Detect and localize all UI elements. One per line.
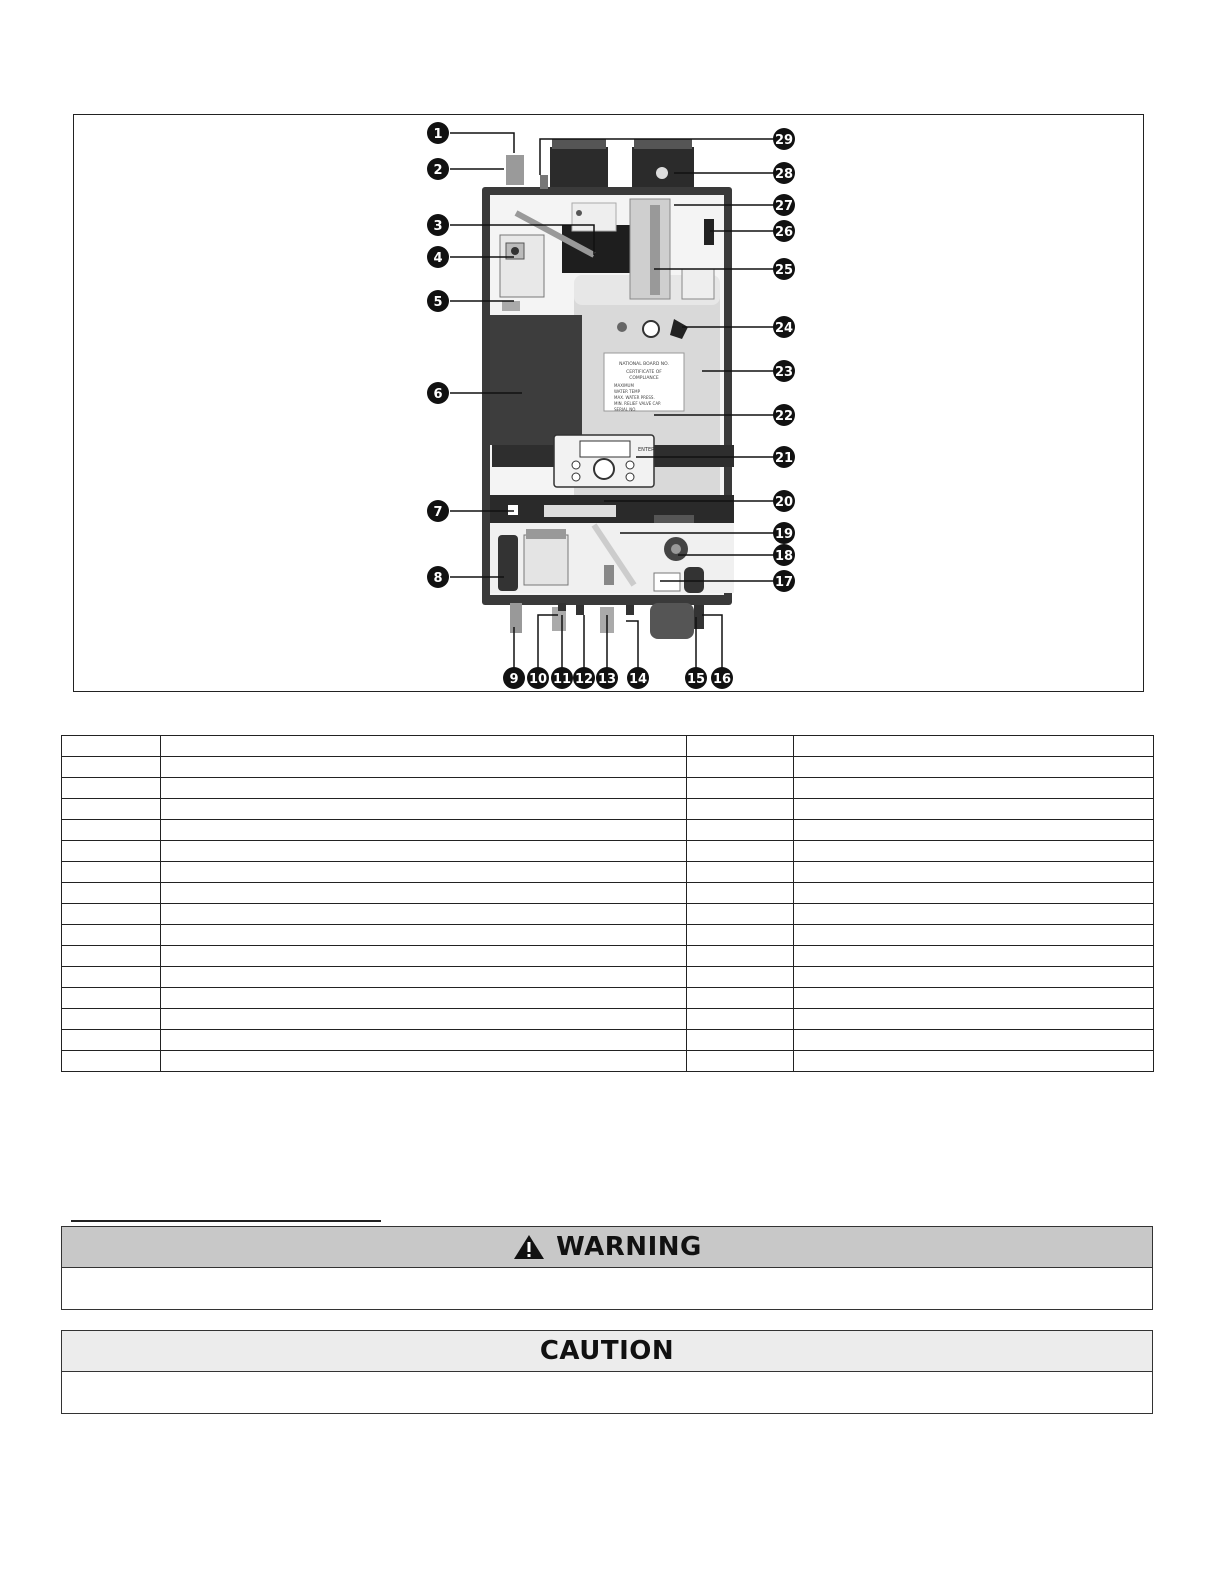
table-cell [161, 925, 687, 946]
table-cell [794, 904, 1154, 925]
callout-18 [773, 544, 795, 566]
table-cell [687, 904, 794, 925]
callout-14 [627, 667, 649, 689]
warning-body [62, 1268, 1152, 1309]
table-cell [161, 967, 687, 988]
table-cell [161, 862, 687, 883]
table-cell [62, 883, 161, 904]
svg-text:9: 9 [509, 672, 519, 687]
table-row [62, 967, 1154, 988]
callout-9 [503, 667, 525, 689]
display-controller [554, 435, 655, 487]
table-cell [62, 736, 161, 757]
component-diagram-frame [73, 114, 1144, 692]
svg-text:6: 6 [433, 387, 443, 402]
vent-collars [506, 139, 694, 189]
table-cell [161, 988, 687, 1009]
table-cell [794, 946, 1154, 967]
table-cell [62, 778, 161, 799]
callout-20 [773, 490, 795, 512]
table-row [62, 988, 1154, 1009]
table-cell [161, 1051, 687, 1072]
svg-text:25: 25 [774, 263, 794, 278]
table-cell [161, 841, 687, 862]
table-cell [161, 736, 687, 757]
plate-line-6: MAX. WATER PRESS. [614, 395, 655, 400]
table-cell [794, 862, 1154, 883]
callout-15 [685, 667, 707, 689]
table-cell [62, 820, 161, 841]
callout-5 [427, 290, 449, 312]
table-cell [794, 925, 1154, 946]
svg-text:17: 17 [774, 575, 794, 590]
plate-line-2: CERTIFICATE OF [626, 370, 662, 375]
svg-text:18: 18 [774, 549, 794, 564]
table-cell [687, 1009, 794, 1030]
table-row [62, 883, 1154, 904]
callout-10 [527, 667, 549, 689]
table-cell [687, 799, 794, 820]
table-cell [794, 988, 1154, 1009]
table-cell [687, 1030, 794, 1051]
table-cell [687, 757, 794, 778]
table-row [62, 1030, 1154, 1051]
plate-line-5: WATER TEMP [614, 389, 641, 394]
svg-text:15: 15 [686, 672, 706, 687]
callout-7 [427, 500, 449, 522]
svg-text:1: 1 [433, 127, 443, 142]
svg-text:23: 23 [774, 365, 794, 380]
table-cell [62, 1051, 161, 1072]
callout-26 [773, 220, 795, 242]
controller-enter-label: ENTER [638, 447, 655, 453]
table-row [62, 778, 1154, 799]
callout-23 [773, 360, 795, 382]
lower-section [490, 495, 734, 593]
table-cell [62, 1030, 161, 1051]
section-rule [71, 1220, 381, 1222]
svg-text:13: 13 [597, 672, 617, 687]
table-cell [62, 904, 161, 925]
svg-text:7: 7 [433, 505, 443, 520]
callout-2 [427, 158, 449, 180]
svg-text:11: 11 [552, 672, 572, 687]
table-cell [161, 1009, 687, 1030]
table-cell [62, 841, 161, 862]
callout-28 [773, 162, 795, 184]
callout-29 [773, 128, 795, 150]
callout-13 [596, 667, 618, 689]
plate-line-3: COMPLIANCE [629, 376, 659, 381]
table-row [62, 925, 1154, 946]
table-cell [62, 967, 161, 988]
table-cell [161, 904, 687, 925]
table-cell [794, 1030, 1154, 1051]
table-cell [794, 883, 1154, 904]
table-cell [687, 967, 794, 988]
svg-text:3: 3 [433, 219, 443, 234]
table-row [62, 946, 1154, 967]
table-cell [794, 820, 1154, 841]
table-cell [161, 820, 687, 841]
caution-header [62, 1331, 1152, 1372]
table-cell [161, 799, 687, 820]
table-cell [687, 862, 794, 883]
table-cell [687, 1051, 794, 1072]
callout-8 [427, 566, 449, 588]
svg-text:24: 24 [774, 321, 794, 336]
parts-table [61, 735, 1154, 1072]
warning-header [62, 1227, 1152, 1268]
table-cell [794, 778, 1154, 799]
callout-27 [773, 194, 795, 216]
table-row [62, 1051, 1154, 1072]
callout-12 [573, 667, 595, 689]
callout-4 [427, 246, 449, 268]
table-row [62, 904, 1154, 925]
table-row [62, 799, 1154, 820]
table-cell [161, 757, 687, 778]
table-cell [794, 967, 1154, 988]
plate-line-8: SERIAL NO. [614, 407, 637, 412]
table-row [62, 820, 1154, 841]
svg-text:16: 16 [712, 672, 732, 687]
table-cell [161, 883, 687, 904]
table-cell [161, 946, 687, 967]
svg-text:4: 4 [433, 251, 443, 266]
callout-1 [427, 122, 449, 144]
plate-line-7: MIN. RELIEF VALVE CAP. [614, 401, 662, 406]
table-cell [62, 988, 161, 1009]
table-cell [687, 736, 794, 757]
table-cell [687, 988, 794, 1009]
caution-notice [61, 1330, 1153, 1414]
callout-25 [773, 258, 795, 280]
boiler-component-diagram [74, 115, 1145, 693]
svg-text:20: 20 [774, 495, 794, 510]
callout-3 [427, 214, 449, 236]
callout-16 [711, 667, 733, 689]
table-header-row [62, 736, 1154, 757]
table-cell [62, 1009, 161, 1030]
svg-text:8: 8 [433, 571, 443, 586]
caution-title: CAUTION [539, 1336, 675, 1366]
svg-text:21: 21 [774, 451, 794, 466]
table-cell [62, 862, 161, 883]
table-cell [794, 736, 1154, 757]
table-cell [687, 841, 794, 862]
table-cell [687, 925, 794, 946]
svg-text:10: 10 [528, 672, 548, 687]
table-cell [62, 757, 161, 778]
table-row [62, 1009, 1154, 1030]
table-cell [687, 946, 794, 967]
svg-text:26: 26 [774, 225, 794, 240]
svg-text:12: 12 [574, 672, 594, 687]
callout-21 [773, 446, 795, 468]
svg-text:27: 27 [774, 199, 794, 214]
svg-text:29: 29 [774, 133, 794, 148]
callout-19 [773, 522, 795, 544]
svg-text:2: 2 [433, 163, 443, 178]
callout-24 [773, 316, 795, 338]
callout-17 [773, 570, 795, 592]
table-cell [794, 841, 1154, 862]
svg-text:19: 19 [774, 527, 794, 542]
table-cell [62, 799, 161, 820]
svg-text:14: 14 [628, 672, 648, 687]
table-cell [794, 799, 1154, 820]
table-row [62, 841, 1154, 862]
parts-table-body [62, 736, 1154, 1072]
callout-11 [551, 667, 573, 689]
table-row [62, 757, 1154, 778]
table-cell [687, 820, 794, 841]
table-cell [687, 883, 794, 904]
table-cell [161, 1030, 687, 1051]
callout-22 [773, 404, 795, 426]
svg-text:5: 5 [433, 295, 443, 310]
callout-6 [427, 382, 449, 404]
table-cell [687, 778, 794, 799]
svg-text:22: 22 [774, 409, 794, 424]
warning-title: WARNING [556, 1232, 702, 1262]
table-cell [794, 1009, 1154, 1030]
table-cell [62, 946, 161, 967]
svg-text:28: 28 [774, 167, 794, 182]
caution-body [62, 1372, 1152, 1413]
warning-notice [61, 1226, 1153, 1310]
table-cell [161, 778, 687, 799]
plate-line-4: MAXIMUM [614, 383, 634, 388]
warning-triangle-icon [512, 1233, 546, 1261]
table-cell [794, 757, 1154, 778]
table-cell [794, 1051, 1154, 1072]
plate-line-1: NATIONAL BOARD NO. [619, 362, 669, 367]
table-row [62, 862, 1154, 883]
table-cell [62, 925, 161, 946]
